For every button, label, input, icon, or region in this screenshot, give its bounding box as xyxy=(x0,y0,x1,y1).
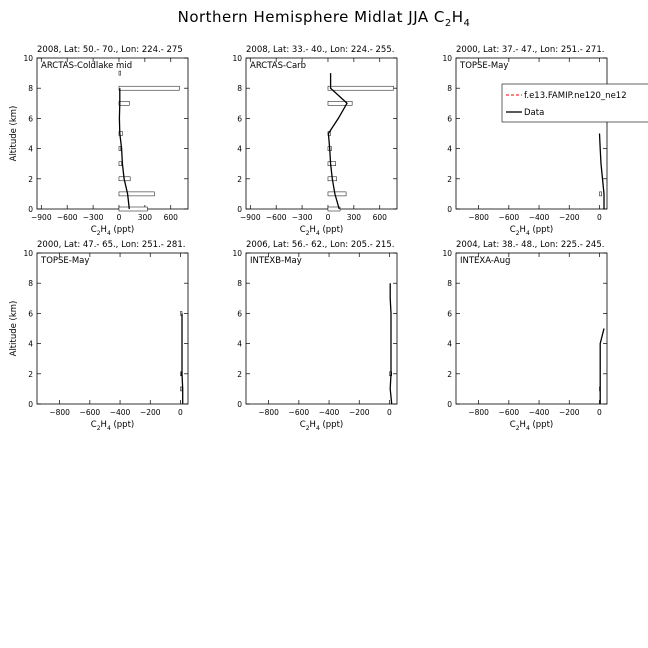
xaxis-label-part: (ppt) xyxy=(110,420,135,430)
y-tick-label: 2 xyxy=(28,369,33,379)
std-bar xyxy=(328,162,336,166)
xaxis-label-part: C xyxy=(299,420,306,430)
y-tick-label: 6 xyxy=(447,309,452,319)
chart-panel-5 xyxy=(232,240,397,432)
legend xyxy=(502,84,648,122)
std-bar xyxy=(119,192,154,196)
xaxis-label-part: C xyxy=(90,225,97,235)
y-tick-label: 8 xyxy=(237,279,242,289)
y-tick-label: 2 xyxy=(447,174,452,184)
std-bar xyxy=(119,162,122,166)
xaxis-label-part: C xyxy=(90,420,97,430)
x-tick-label: −600 xyxy=(265,213,287,222)
xaxis-label-part: H xyxy=(309,420,316,430)
title-main: Northern Hemisphere Midlat JJA C xyxy=(177,8,445,26)
xaxis-label-part: H xyxy=(519,420,526,430)
y-tick-label: 6 xyxy=(28,309,33,319)
y-tick-label: 10 xyxy=(23,249,33,258)
x-tick-label: −400 xyxy=(528,213,550,222)
xaxis-label xyxy=(300,420,343,432)
campaign-label: TOPSE-May xyxy=(41,256,90,266)
xaxis-label xyxy=(510,225,553,237)
y-tick-label: 0 xyxy=(447,205,452,214)
data-line xyxy=(600,134,605,210)
xaxis-label-part: C xyxy=(299,225,306,235)
xaxis-label-part: (ppt) xyxy=(529,225,554,235)
std-bar xyxy=(328,192,346,196)
y-tick-label: 10 xyxy=(232,54,242,63)
x-tick-label: −600 xyxy=(498,213,520,222)
xaxis-label-part: H xyxy=(100,420,107,430)
xaxis-label-part: H xyxy=(519,225,526,235)
xaxis-label-part: 4 xyxy=(525,425,530,432)
x-tick-label: −200 xyxy=(139,408,161,417)
xaxis-label-part: 4 xyxy=(106,425,111,432)
x-tick-label: −600 xyxy=(498,408,520,417)
y-tick-label: 0 xyxy=(237,205,242,214)
xaxis-label-part: (ppt) xyxy=(319,225,344,235)
chart-panel-3 xyxy=(442,45,607,237)
x-tick-label: −800 xyxy=(258,408,279,417)
y-tick-label: 8 xyxy=(237,84,242,94)
plot-frame xyxy=(246,253,397,404)
x-tick-label: 600 xyxy=(372,213,387,222)
xaxis-label-part: 2 xyxy=(305,230,310,237)
y-tick-label: 10 xyxy=(442,54,452,63)
x-tick-label: −400 xyxy=(318,408,340,417)
y-tick-label: 2 xyxy=(237,369,242,379)
y-tick-label: 6 xyxy=(237,114,242,124)
y-tick-label: 4 xyxy=(28,144,33,154)
std-bar xyxy=(119,147,121,151)
std-bar xyxy=(180,387,182,391)
x-tick-label: −200 xyxy=(348,408,370,417)
y-tick-label: 8 xyxy=(28,279,33,289)
panel-header: 2000, Lat: 37.- 47., Lon: 251.- 271. xyxy=(456,45,605,55)
y-tick-label: 0 xyxy=(237,400,242,409)
xaxis-label-part: 2 xyxy=(515,230,520,237)
std-bar xyxy=(119,207,147,211)
y-tick-label: 6 xyxy=(28,114,33,124)
title-mid: H xyxy=(451,8,464,26)
y-tick-label: 2 xyxy=(28,174,33,184)
x-tick-label: −800 xyxy=(49,408,70,417)
yaxis-label: Altitude (km) xyxy=(9,300,19,357)
xaxis-label-part: 4 xyxy=(315,425,320,432)
x-tick-label: −400 xyxy=(109,408,131,417)
x-tick-label: −200 xyxy=(558,408,580,417)
legend-model-label: f.e13.FAMIP.ne120_ne12 xyxy=(524,91,627,101)
x-tick-label: 300 xyxy=(346,213,362,222)
y-tick-label: 4 xyxy=(237,339,242,349)
chart-panel-2 xyxy=(232,45,397,237)
x-tick-label: 300 xyxy=(137,213,153,222)
y-tick-label: 8 xyxy=(447,84,452,94)
x-tick-label: 600 xyxy=(163,213,178,222)
legend-data-label: Data xyxy=(524,108,545,118)
xaxis-label-part: 4 xyxy=(525,230,530,237)
plot-frame xyxy=(37,58,188,209)
campaign-label: ARCTAS-Carb xyxy=(250,61,307,71)
figure-title xyxy=(178,8,471,29)
panel-header: 2008, Lat: 50.- 70., Lon: 224.- 275 xyxy=(37,45,183,55)
title-sub1: 2 xyxy=(444,18,452,29)
x-tick-label: −300 xyxy=(82,213,104,222)
x-tick-label: −800 xyxy=(468,213,489,222)
xaxis-label-part: (ppt) xyxy=(110,225,135,235)
x-tick-label: −200 xyxy=(558,213,580,222)
x-tick-label: −900 xyxy=(31,213,52,222)
x-tick-label: −600 xyxy=(56,213,78,222)
xaxis-label-part: (ppt) xyxy=(319,420,344,430)
x-tick-label: −900 xyxy=(240,213,261,222)
y-tick-label: 8 xyxy=(28,84,33,94)
chart-panel-4 xyxy=(9,240,188,432)
xaxis-label xyxy=(91,225,134,237)
plot-frame xyxy=(456,253,607,404)
xaxis-label-part: H xyxy=(309,225,316,235)
y-tick-label: 2 xyxy=(447,369,452,379)
plot-frame xyxy=(37,253,188,404)
xaxis-label-part: 2 xyxy=(96,425,101,432)
xaxis-label-part: 2 xyxy=(515,425,520,432)
std-bar xyxy=(599,192,601,196)
plot-frame xyxy=(246,58,397,209)
y-tick-label: 10 xyxy=(23,54,33,63)
title-sub2: 4 xyxy=(463,18,471,29)
y-tick-label: 6 xyxy=(447,114,452,124)
data-line xyxy=(390,283,392,404)
std-bar xyxy=(119,71,121,75)
yaxis-label: Altitude (km) xyxy=(9,105,19,162)
y-tick-label: 4 xyxy=(447,339,452,349)
x-tick-label: 0 xyxy=(597,408,602,417)
y-tick-label: 4 xyxy=(447,144,452,154)
x-tick-label: −300 xyxy=(291,213,313,222)
panel-header: 2008, Lat: 33.- 40., Lon: 224.- 255. xyxy=(246,45,395,55)
y-tick-label: 0 xyxy=(28,205,33,214)
panel-header: 2006, Lat: 56.- 62., Lon: 205.- 215. xyxy=(246,240,395,250)
x-tick-label: 0 xyxy=(387,408,392,417)
xaxis-label-part: 4 xyxy=(106,230,111,237)
y-tick-label: 0 xyxy=(28,400,33,409)
x-tick-label: 0 xyxy=(325,213,331,222)
x-tick-label: −600 xyxy=(288,408,310,417)
plot-frame xyxy=(456,58,607,209)
data-line xyxy=(328,73,347,209)
x-tick-label: 0 xyxy=(178,408,183,417)
xaxis-label-part: C xyxy=(509,225,516,235)
std-bar xyxy=(328,86,394,90)
chart-panel-1 xyxy=(9,45,188,237)
panel-header: 2004, Lat: 38.- 48., Lon: 225.- 245. xyxy=(456,240,605,250)
panel-header: 2000, Lat: 47.- 65., Lon: 251.- 281. xyxy=(37,240,186,250)
x-tick-label: 0 xyxy=(116,213,122,222)
data-line xyxy=(182,313,183,404)
campaign-label: ARCTAS-Coldlake mid xyxy=(41,61,133,71)
campaign-label: TOPSE-May xyxy=(460,61,509,71)
xaxis-label-part: (ppt) xyxy=(529,420,554,430)
x-tick-label: −400 xyxy=(528,408,550,417)
campaign-label: INTEXA-Aug xyxy=(460,256,511,266)
xaxis-label-part: 2 xyxy=(305,425,310,432)
y-tick-label: 2 xyxy=(237,174,242,184)
x-tick-label: 0 xyxy=(597,213,602,222)
xaxis-label-part: 2 xyxy=(96,230,101,237)
campaign-label: INTEXB-May xyxy=(250,256,302,266)
xaxis-label-part: 4 xyxy=(315,230,320,237)
xaxis-label xyxy=(510,420,553,432)
y-tick-label: 6 xyxy=(237,309,242,319)
xaxis-label xyxy=(300,225,343,237)
y-tick-label: 10 xyxy=(232,249,242,258)
chart-panel-6 xyxy=(442,240,607,432)
xaxis-label-part: H xyxy=(100,225,107,235)
y-tick-label: 8 xyxy=(447,279,452,289)
std-bar xyxy=(328,101,352,105)
y-tick-label: 4 xyxy=(28,339,33,349)
std-bar xyxy=(119,101,129,105)
y-tick-label: 4 xyxy=(237,144,242,154)
std-bar xyxy=(180,372,181,376)
xaxis-label-part: C xyxy=(509,420,516,430)
x-tick-label: −600 xyxy=(79,408,101,417)
xaxis-label xyxy=(91,420,134,432)
y-tick-label: 10 xyxy=(442,249,452,258)
std-bar xyxy=(119,86,179,90)
data-line xyxy=(600,329,604,405)
x-tick-label: −800 xyxy=(468,408,489,417)
y-tick-label: 0 xyxy=(447,400,452,409)
